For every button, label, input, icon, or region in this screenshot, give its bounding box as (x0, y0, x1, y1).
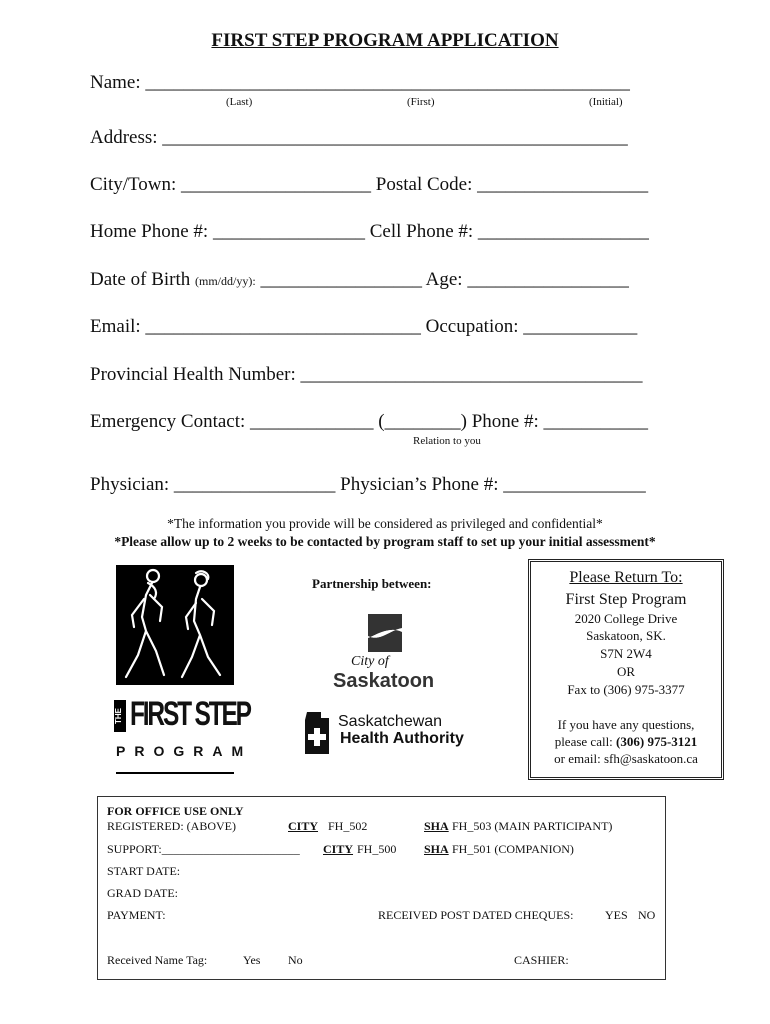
cheques-no[interactable]: NO (638, 908, 656, 922)
city-of-text: City of (351, 654, 389, 669)
name-last-caption: (Last) (226, 96, 253, 108)
support-field[interactable]: SUPPORT:_______________________ (107, 842, 300, 856)
partnership-label: Partnership between: (312, 576, 432, 591)
emergency-contact-field[interactable]: Emergency Contact: _____________ (________) Phone #: ___________ (90, 411, 648, 432)
call-number[interactable]: (306) 975-3121 (616, 734, 698, 749)
start-date-field[interactable]: START DATE: (107, 864, 181, 878)
registered-label: REGISTERED: (ABOVE) (107, 819, 236, 833)
relation-caption: Relation to you (413, 435, 481, 447)
name-tag-label: Received Name Tag: (107, 953, 208, 967)
sha2-code: FH_501 (COMPANION) (452, 842, 574, 856)
call-prefix: please call: (554, 734, 613, 749)
logo-first-step: FIRST STEP (130, 695, 250, 733)
name-field[interactable]: Name: ___________________________________________________ (90, 72, 630, 93)
city-postal-field[interactable]: City/Town: ____________________ Postal Code: __________________ (90, 174, 649, 195)
city-logo-icon (360, 612, 410, 659)
phone-field[interactable]: Home Phone #: ________________ Cell Phone #: __________________ (90, 221, 649, 242)
return-email[interactable]: or email: sfh@saskatoon.ca (554, 751, 698, 766)
dob-format: (mm/dd/yy): (195, 274, 256, 288)
dob-label: Date of Birth (90, 269, 191, 290)
sha1-label: SHA (424, 819, 449, 833)
questions-text: If you have any questions, (557, 717, 695, 732)
contact-notice: *Please allow up to 2 weeks to be contacted by program staff to set up your initial assessment* (114, 534, 656, 549)
city1-code: FH_502 (328, 819, 368, 833)
logo-underline (116, 772, 234, 774)
sha-line1: Saskatchewan (338, 713, 443, 730)
cashier-field[interactable]: CASHIER: (514, 953, 569, 967)
privacy-notice: *The information you provide will be considered as privileged and confidential* (167, 516, 603, 531)
page-title: FIRST STEP PROGRAM APPLICATION (211, 30, 559, 51)
saskatoon-text: Saskatoon (333, 670, 435, 692)
name-tag-no[interactable]: No (288, 953, 303, 967)
address-field[interactable]: Address: _________________________________________________ (90, 127, 628, 148)
email-occupation-field[interactable]: Email: _____________________________ Occupation: ____________ (90, 316, 638, 337)
sha-logo-icon (303, 710, 331, 761)
office-heading: FOR OFFICE USE ONLY (107, 804, 244, 818)
return-street: 2020 College Drive (574, 611, 678, 626)
name-tag-yes[interactable]: Yes (243, 953, 261, 967)
health-number-field[interactable]: Provincial Health Number: ____________________________________ (90, 364, 643, 385)
payment-field[interactable]: PAYMENT: (107, 908, 166, 922)
return-fax: Fax to (306) 975-3377 (567, 682, 685, 697)
cheques-yes[interactable]: YES (605, 908, 628, 922)
sha-line2: Health Authority (340, 730, 464, 747)
physician-field[interactable]: Physician: _________________ Physician’s Phone #: _______________ (90, 474, 646, 495)
city2-code: FH_500 (357, 842, 397, 856)
return-or: OR (616, 664, 636, 679)
name-first-caption: (First) (407, 96, 435, 108)
name-initial-caption: (Initial) (589, 96, 623, 108)
sha2-label: SHA (424, 842, 449, 856)
grad-date-field[interactable]: GRAD DATE: (107, 886, 178, 900)
dob-age-field[interactable] (90, 269, 629, 291)
sha1-code: FH_503 (MAIN PARTICIPANT) (452, 819, 613, 833)
return-postal: S7N 2W4 (600, 646, 652, 661)
walkers-logo-icon (116, 565, 234, 685)
call-line (528, 734, 724, 750)
cheques-label: RECEIVED POST DATED CHEQUES: (378, 908, 574, 922)
return-city: Saskatoon, SK. (586, 628, 666, 643)
return-heading: Please Return To: (569, 569, 683, 586)
city1-label: CITY (288, 819, 319, 833)
logo-the: THE (114, 700, 126, 732)
city2-label: CITY (323, 842, 354, 856)
return-program: First Step Program (565, 591, 687, 608)
dob-age-blanks: _________________ Age: _________________ (260, 269, 629, 290)
logo-program: PROGRAM (116, 743, 253, 759)
